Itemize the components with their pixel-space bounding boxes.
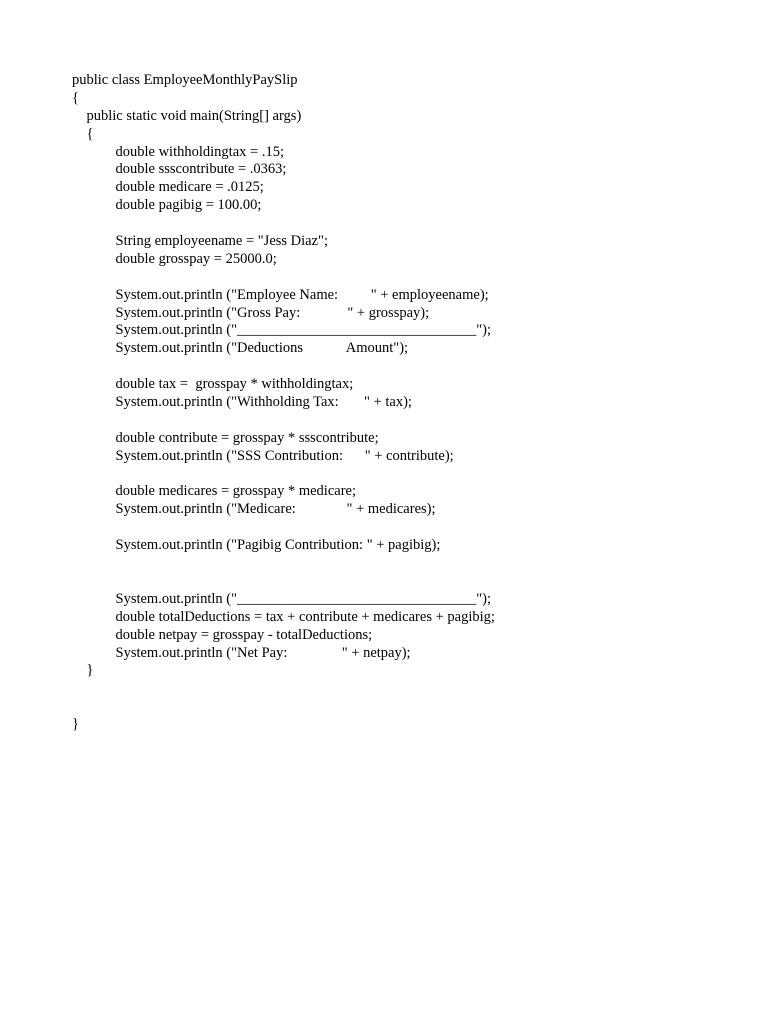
code-line: double contribute = grosspay * ssscontribute;	[72, 429, 379, 446]
blank-line	[72, 466, 712, 484]
code-listing	[72, 72, 712, 734]
blank-line	[72, 215, 712, 233]
code-line: double medicares = grosspay * medicare;	[72, 483, 356, 500]
code-line: }	[72, 716, 79, 733]
code-line: System.out.println ("Withholding Tax: " + tax);	[72, 394, 412, 411]
blank-line	[72, 269, 712, 287]
code-line: System.out.println ("Deductions Amount");	[72, 340, 409, 357]
code-line: {	[72, 125, 94, 142]
code-line: String employeename = "Jess Diaz";	[72, 233, 328, 250]
code-line: public static void main(String[] args)	[72, 107, 302, 124]
blank-line	[72, 680, 712, 698]
code-line: System.out.println ("Net Pay: " + netpay);	[72, 644, 411, 661]
code-line: double pagibig = 100.00;	[72, 197, 262, 214]
code-line: }	[72, 662, 94, 679]
blank-line	[72, 555, 712, 573]
blank-line	[72, 573, 712, 591]
code-line: double withholdingtax = .15;	[72, 143, 284, 160]
code-line: System.out.println ("_________________________________");	[72, 590, 492, 607]
code-line: System.out.println ("_________________________________");	[72, 322, 492, 339]
blank-line	[72, 698, 712, 716]
blank-line	[72, 412, 712, 430]
code-line: System.out.println ("Gross Pay: " + grosspay);	[72, 304, 430, 321]
code-line: double medicare = .0125;	[72, 179, 264, 196]
code-line: System.out.println ("SSS Contribution: " + contribute);	[72, 447, 454, 464]
code-line: System.out.println ("Employee Name: " + employeename);	[72, 286, 489, 303]
code-line: double grosspay = 25000.0;	[72, 250, 277, 267]
code-line: double netpay = grosspay - totalDeductions;	[72, 626, 373, 643]
code-line: double totalDeductions = tax + contribute + medicares + pagibig;	[72, 608, 495, 625]
blank-line	[72, 519, 712, 537]
code-line: System.out.println ("Medicare: " + medicares);	[72, 501, 436, 518]
code-line: double ssscontribute = .0363;	[72, 161, 287, 178]
code-line: public class EmployeeMonthlyPaySlip	[72, 72, 298, 88]
code-line: {	[72, 89, 79, 106]
blank-line	[72, 358, 712, 376]
code-line: System.out.println ("Pagibig Contribution: " + pagibig);	[72, 537, 441, 554]
code-line: double tax = grosspay * withholdingtax;	[72, 376, 354, 393]
